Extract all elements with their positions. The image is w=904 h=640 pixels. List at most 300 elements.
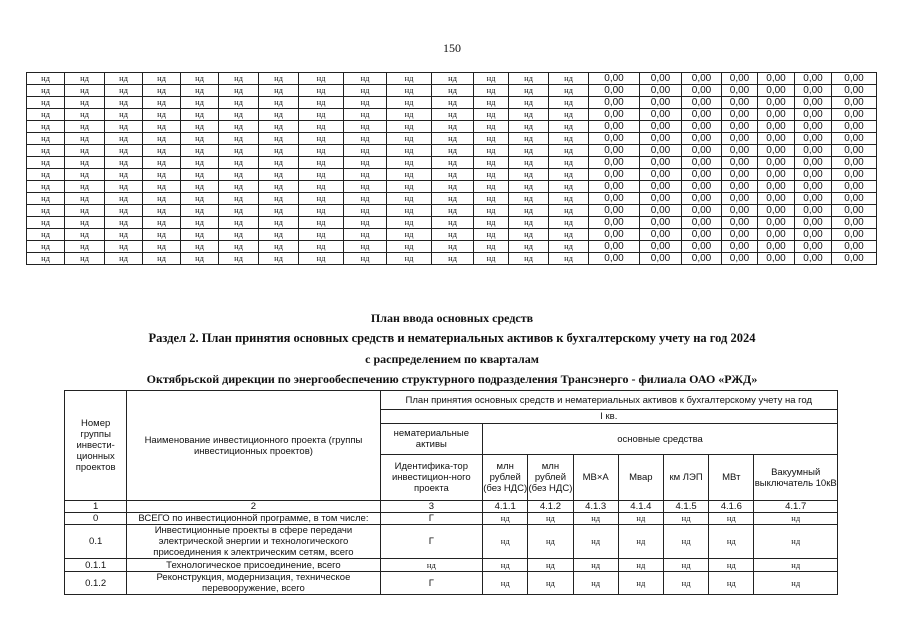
value-cell: 0,00 [758, 145, 795, 157]
nd-cell: нд [181, 169, 219, 181]
value-cell: 0,00 [832, 121, 877, 133]
nd-cell: нд [387, 97, 432, 109]
value-cell: 0,00 [682, 133, 722, 145]
nd-cell: нд [474, 217, 509, 229]
nd-cell: нд [299, 169, 344, 181]
nd-cell: нд [27, 121, 65, 133]
value-cell: 0,00 [832, 97, 877, 109]
nd-cell: нд [344, 97, 387, 109]
value-cell: 0,00 [722, 253, 758, 265]
value-cell: 0,00 [640, 229, 682, 241]
value-cell: 0,00 [795, 145, 832, 157]
nd-cell: нд [143, 85, 181, 97]
value-cell: 0,00 [682, 253, 722, 265]
row-value: нд [663, 513, 708, 525]
nd-cell: нд [181, 109, 219, 121]
value-cell: 0,00 [640, 97, 682, 109]
value-cell: 0,00 [682, 169, 722, 181]
nd-cell: нд [143, 205, 181, 217]
table-row [27, 193, 877, 205]
row-value: нд [754, 559, 838, 572]
nd-cell: нд [27, 73, 65, 85]
value-cell: 0,00 [640, 145, 682, 157]
nd-cell: нд [509, 145, 549, 157]
value-cell: 0,00 [589, 241, 640, 253]
nd-cell: нд [432, 157, 474, 169]
nd-cell: нд [181, 121, 219, 133]
value-cell: 0,00 [589, 121, 640, 133]
col-number: 4.1.7 [754, 501, 838, 513]
value-cell: 0,00 [589, 145, 640, 157]
nd-cell: нд [181, 241, 219, 253]
nd-cell: нд [509, 121, 549, 133]
table-row [65, 572, 838, 595]
value-cell: 0,00 [682, 73, 722, 85]
nd-cell: нд [27, 169, 65, 181]
table-row [27, 241, 877, 253]
value-cell: 0,00 [722, 85, 758, 97]
nd-cell: нд [299, 157, 344, 169]
nd-cell: нд [549, 193, 589, 205]
header-col-4-1-4: Мвар [618, 455, 663, 501]
nd-cell: нд [549, 253, 589, 265]
header-col-4-1-1: млн рублей (без НДС) [483, 455, 528, 501]
table-row [27, 73, 877, 85]
nd-cell: нд [387, 241, 432, 253]
nd-cell: нд [344, 193, 387, 205]
value-cell: 0,00 [795, 229, 832, 241]
value-cell: 0,00 [640, 73, 682, 85]
nd-cell: нд [219, 205, 259, 217]
nd-cell: нд [105, 73, 143, 85]
value-cell: 0,00 [589, 109, 640, 121]
header-intangible: нематериальные активы [380, 424, 483, 455]
nd-cell: нд [259, 145, 299, 157]
col-number: 4.1.6 [709, 501, 754, 513]
value-cell: 0,00 [589, 217, 640, 229]
nd-cell: нд [474, 181, 509, 193]
continued-data-table [26, 72, 877, 265]
nd-cell: нд [474, 133, 509, 145]
nd-cell: нд [105, 97, 143, 109]
table-row [27, 217, 877, 229]
nd-cell: нд [259, 181, 299, 193]
nd-cell: нд [219, 133, 259, 145]
nd-cell: нд [549, 229, 589, 241]
nd-cell: нд [509, 97, 549, 109]
value-cell: 0,00 [795, 205, 832, 217]
nd-cell: нд [143, 217, 181, 229]
nd-cell: нд [509, 109, 549, 121]
nd-cell: нд [387, 169, 432, 181]
value-cell: 0,00 [589, 193, 640, 205]
value-cell: 0,00 [640, 205, 682, 217]
row-value: нд [754, 525, 838, 559]
nd-cell: нд [387, 181, 432, 193]
nd-cell: нд [181, 181, 219, 193]
nd-cell: нд [549, 241, 589, 253]
nd-cell: нд [549, 145, 589, 157]
value-cell: 0,00 [722, 121, 758, 133]
nd-cell: нд [432, 109, 474, 121]
heading-plan: План ввода основных средств [370, 311, 534, 325]
table-row [27, 109, 877, 121]
nd-cell: нд [432, 253, 474, 265]
nd-cell: нд [474, 73, 509, 85]
nd-cell: нд [432, 229, 474, 241]
nd-cell: нд [387, 217, 432, 229]
value-cell: 0,00 [758, 85, 795, 97]
nd-cell: нд [387, 85, 432, 97]
value-cell: 0,00 [758, 121, 795, 133]
nd-cell: нд [549, 217, 589, 229]
nd-cell: нд [387, 253, 432, 265]
nd-cell: нд [27, 97, 65, 109]
value-cell: 0,00 [640, 121, 682, 133]
table-row [27, 85, 877, 97]
nd-cell: нд [105, 229, 143, 241]
page-number: 150 [443, 41, 461, 55]
row-number: 0 [65, 513, 127, 525]
value-cell: 0,00 [682, 97, 722, 109]
nd-cell: нд [181, 85, 219, 97]
row-value: нд [663, 559, 708, 572]
col-number: 4.1.3 [573, 501, 618, 513]
table-row [27, 229, 877, 241]
row-number: 0.1.2 [65, 572, 127, 595]
table-row [27, 133, 877, 145]
nd-cell: нд [432, 193, 474, 205]
value-cell: 0,00 [758, 133, 795, 145]
table-row [27, 157, 877, 169]
nd-cell: нд [143, 97, 181, 109]
nd-cell: нд [549, 97, 589, 109]
nd-cell: нд [432, 181, 474, 193]
value-cell: 0,00 [682, 193, 722, 205]
nd-cell: нд [299, 97, 344, 109]
nd-cell: нд [259, 97, 299, 109]
value-cell: 0,00 [795, 253, 832, 265]
nd-cell: нд [27, 193, 65, 205]
nd-cell: нд [387, 145, 432, 157]
value-cell: 0,00 [832, 145, 877, 157]
col-number: 2 [127, 501, 380, 513]
row-value: нд [483, 525, 528, 559]
value-cell: 0,00 [589, 97, 640, 109]
value-cell: 0,00 [722, 181, 758, 193]
nd-cell: нд [219, 253, 259, 265]
row-value: нд [663, 572, 708, 595]
nd-cell: нд [65, 85, 105, 97]
header-col-4-1-3: МВ×А [573, 455, 618, 501]
value-cell: 0,00 [758, 181, 795, 193]
header-quarter: I кв. [380, 410, 837, 424]
nd-cell: нд [509, 253, 549, 265]
nd-cell: нд [344, 73, 387, 85]
value-cell: 0,00 [722, 133, 758, 145]
value-cell: 0,00 [682, 145, 722, 157]
row-value: нд [528, 525, 573, 559]
nd-cell: нд [65, 157, 105, 169]
nd-cell: нд [344, 181, 387, 193]
nd-cell: нд [432, 169, 474, 181]
value-cell: 0,00 [640, 85, 682, 97]
nd-cell: нд [549, 85, 589, 97]
nd-cell: нд [549, 181, 589, 193]
row-value: нд [709, 559, 754, 572]
nd-cell: нд [299, 109, 344, 121]
nd-cell: нд [181, 73, 219, 85]
nd-cell: нд [259, 229, 299, 241]
nd-cell: нд [105, 253, 143, 265]
table-row [27, 181, 877, 193]
nd-cell: нд [344, 205, 387, 217]
nd-cell: нд [299, 217, 344, 229]
header-plan-title: План принятия основных средств и нематериальных активов к бухгалтерскому учету на год [380, 391, 837, 410]
nd-cell: нд [299, 73, 344, 85]
nd-cell: нд [432, 241, 474, 253]
row-value: нд [618, 513, 663, 525]
nd-cell: нд [432, 217, 474, 229]
value-cell: 0,00 [589, 133, 640, 145]
nd-cell: нд [181, 193, 219, 205]
value-cell: 0,00 [722, 97, 758, 109]
nd-cell: нд [27, 145, 65, 157]
nd-cell: нд [219, 169, 259, 181]
col-number: 4.1.2 [528, 501, 573, 513]
value-cell: 0,00 [640, 169, 682, 181]
nd-cell: нд [65, 181, 105, 193]
nd-cell: нд [509, 85, 549, 97]
nd-cell: нд [143, 241, 181, 253]
plan-table [64, 390, 838, 595]
header-col-4-1-2: млн рублей (без НДС) [528, 455, 573, 501]
nd-cell: нд [259, 241, 299, 253]
nd-cell: нд [65, 109, 105, 121]
value-cell: 0,00 [832, 169, 877, 181]
nd-cell: нд [387, 109, 432, 121]
header-col-4-1-5: км ЛЭП [663, 455, 708, 501]
row-number: 0.1.1 [65, 559, 127, 572]
row-identifier: Г [380, 525, 483, 559]
value-cell: 0,00 [832, 241, 877, 253]
col-number: 1 [65, 501, 127, 513]
nd-cell: нд [105, 157, 143, 169]
value-cell: 0,00 [758, 73, 795, 85]
nd-cell: нд [219, 217, 259, 229]
row-project-name: Реконструкция, модернизация, техническое перевооружение, всего [127, 572, 380, 595]
row-value: нд [709, 513, 754, 525]
row-number: 0.1 [65, 525, 127, 559]
col-number: 4.1.1 [483, 501, 528, 513]
nd-cell: нд [219, 97, 259, 109]
nd-cell: нд [509, 157, 549, 169]
nd-cell: нд [105, 181, 143, 193]
nd-cell: нд [65, 97, 105, 109]
nd-cell: нд [65, 241, 105, 253]
nd-cell: нд [432, 145, 474, 157]
value-cell: 0,00 [758, 169, 795, 181]
nd-cell: нд [219, 157, 259, 169]
nd-cell: нд [549, 205, 589, 217]
nd-cell: нд [105, 193, 143, 205]
nd-cell: нд [105, 145, 143, 157]
value-cell: 0,00 [722, 217, 758, 229]
nd-cell: нд [344, 229, 387, 241]
row-value: нд [754, 572, 838, 595]
nd-cell: нд [344, 85, 387, 97]
nd-cell: нд [219, 85, 259, 97]
nd-cell: нд [387, 157, 432, 169]
nd-cell: нд [387, 193, 432, 205]
value-cell: 0,00 [682, 121, 722, 133]
nd-cell: нд [549, 169, 589, 181]
nd-cell: нд [549, 157, 589, 169]
row-project-name: ВСЕГО по инвестиционной программе, в том числе: [127, 513, 380, 525]
value-cell: 0,00 [832, 181, 877, 193]
nd-cell: нд [143, 169, 181, 181]
nd-cell: нд [509, 229, 549, 241]
nd-cell: нд [509, 241, 549, 253]
nd-cell: нд [509, 133, 549, 145]
row-value: нд [573, 572, 618, 595]
nd-cell: нд [65, 145, 105, 157]
nd-cell: нд [27, 217, 65, 229]
value-cell: 0,00 [795, 73, 832, 85]
value-cell: 0,00 [795, 133, 832, 145]
nd-cell: нд [219, 73, 259, 85]
nd-cell: нд [105, 85, 143, 97]
heading-quarters: с распределением по кварталам [365, 352, 539, 366]
nd-cell: нд [299, 205, 344, 217]
value-cell: 0,00 [832, 85, 877, 97]
row-value: нд [573, 525, 618, 559]
value-cell: 0,00 [832, 205, 877, 217]
nd-cell: нд [474, 169, 509, 181]
nd-cell: нд [549, 73, 589, 85]
nd-cell: нд [105, 205, 143, 217]
value-cell: 0,00 [795, 121, 832, 133]
nd-cell: нд [105, 133, 143, 145]
nd-cell: нд [474, 205, 509, 217]
value-cell: 0,00 [640, 241, 682, 253]
nd-cell: нд [259, 217, 299, 229]
nd-cell: нд [299, 193, 344, 205]
nd-cell: нд [474, 229, 509, 241]
nd-cell: нд [474, 109, 509, 121]
nd-cell: нд [259, 73, 299, 85]
value-cell: 0,00 [722, 73, 758, 85]
header-project-name: Наименование инвестиционного проекта (группы инвестиционных проектов) [127, 391, 380, 501]
row-value: нд [528, 513, 573, 525]
nd-cell: нд [27, 241, 65, 253]
value-cell: 0,00 [758, 205, 795, 217]
value-cell: 0,00 [795, 193, 832, 205]
header-fixed-assets: основные средства [483, 424, 838, 455]
value-cell: 0,00 [832, 109, 877, 121]
value-cell: 0,00 [589, 157, 640, 169]
col-number: 4.1.4 [618, 501, 663, 513]
table-row [65, 525, 838, 559]
nd-cell: нд [143, 193, 181, 205]
nd-cell: нд [143, 133, 181, 145]
nd-cell: нд [219, 229, 259, 241]
nd-cell: нд [432, 97, 474, 109]
value-cell: 0,00 [795, 217, 832, 229]
nd-cell: нд [474, 145, 509, 157]
nd-cell: нд [474, 193, 509, 205]
value-cell: 0,00 [589, 169, 640, 181]
nd-cell: нд [432, 205, 474, 217]
nd-cell: нд [509, 169, 549, 181]
nd-cell: нд [549, 133, 589, 145]
table-row [27, 145, 877, 157]
value-cell: 0,00 [589, 73, 640, 85]
nd-cell: нд [219, 121, 259, 133]
value-cell: 0,00 [722, 109, 758, 121]
row-value: нд [528, 572, 573, 595]
nd-cell: нд [474, 241, 509, 253]
nd-cell: нд [65, 169, 105, 181]
value-cell: 0,00 [758, 157, 795, 169]
nd-cell: нд [344, 145, 387, 157]
value-cell: 0,00 [722, 169, 758, 181]
nd-cell: нд [105, 121, 143, 133]
value-cell: 0,00 [682, 229, 722, 241]
nd-cell: нд [387, 121, 432, 133]
nd-cell: нд [259, 205, 299, 217]
nd-cell: нд [509, 73, 549, 85]
nd-cell: нд [27, 181, 65, 193]
row-value: нд [754, 513, 838, 525]
table-row [27, 121, 877, 133]
nd-cell: нд [344, 169, 387, 181]
header-col-4-1-7: Вакуумный выключатель 10кВ [754, 455, 838, 501]
nd-cell: нд [143, 229, 181, 241]
value-cell: 0,00 [682, 205, 722, 217]
value-cell: 0,00 [589, 205, 640, 217]
nd-cell: нд [387, 205, 432, 217]
row-project-name: Инвестиционные проекты в сфере передачи электрической энергии и технологического присоединения к электрическим сетям, всего [127, 525, 380, 559]
value-cell: 0,00 [795, 85, 832, 97]
nd-cell: нд [509, 217, 549, 229]
nd-cell: нд [219, 145, 259, 157]
nd-cell: нд [65, 253, 105, 265]
nd-cell: нд [344, 241, 387, 253]
nd-cell: нд [105, 241, 143, 253]
value-cell: 0,00 [722, 205, 758, 217]
nd-cell: нд [299, 181, 344, 193]
table-row [65, 513, 838, 525]
nd-cell: нд [219, 181, 259, 193]
nd-cell: нд [344, 157, 387, 169]
nd-cell: нд [181, 229, 219, 241]
nd-cell: нд [432, 133, 474, 145]
heading-directorate: Октябрьской дирекции по энергообеспечению структурного подразделения Трансэнерго - филиала ОАО «РЖД» [146, 372, 758, 386]
value-cell: 0,00 [722, 229, 758, 241]
nd-cell: нд [105, 217, 143, 229]
value-cell: 0,00 [758, 97, 795, 109]
nd-cell: нд [65, 193, 105, 205]
value-cell: 0,00 [795, 181, 832, 193]
nd-cell: нд [27, 133, 65, 145]
nd-cell: нд [387, 133, 432, 145]
nd-cell: нд [432, 73, 474, 85]
nd-cell: нд [259, 109, 299, 121]
nd-cell: нд [387, 229, 432, 241]
row-value: нд [573, 559, 618, 572]
value-cell: 0,00 [589, 85, 640, 97]
